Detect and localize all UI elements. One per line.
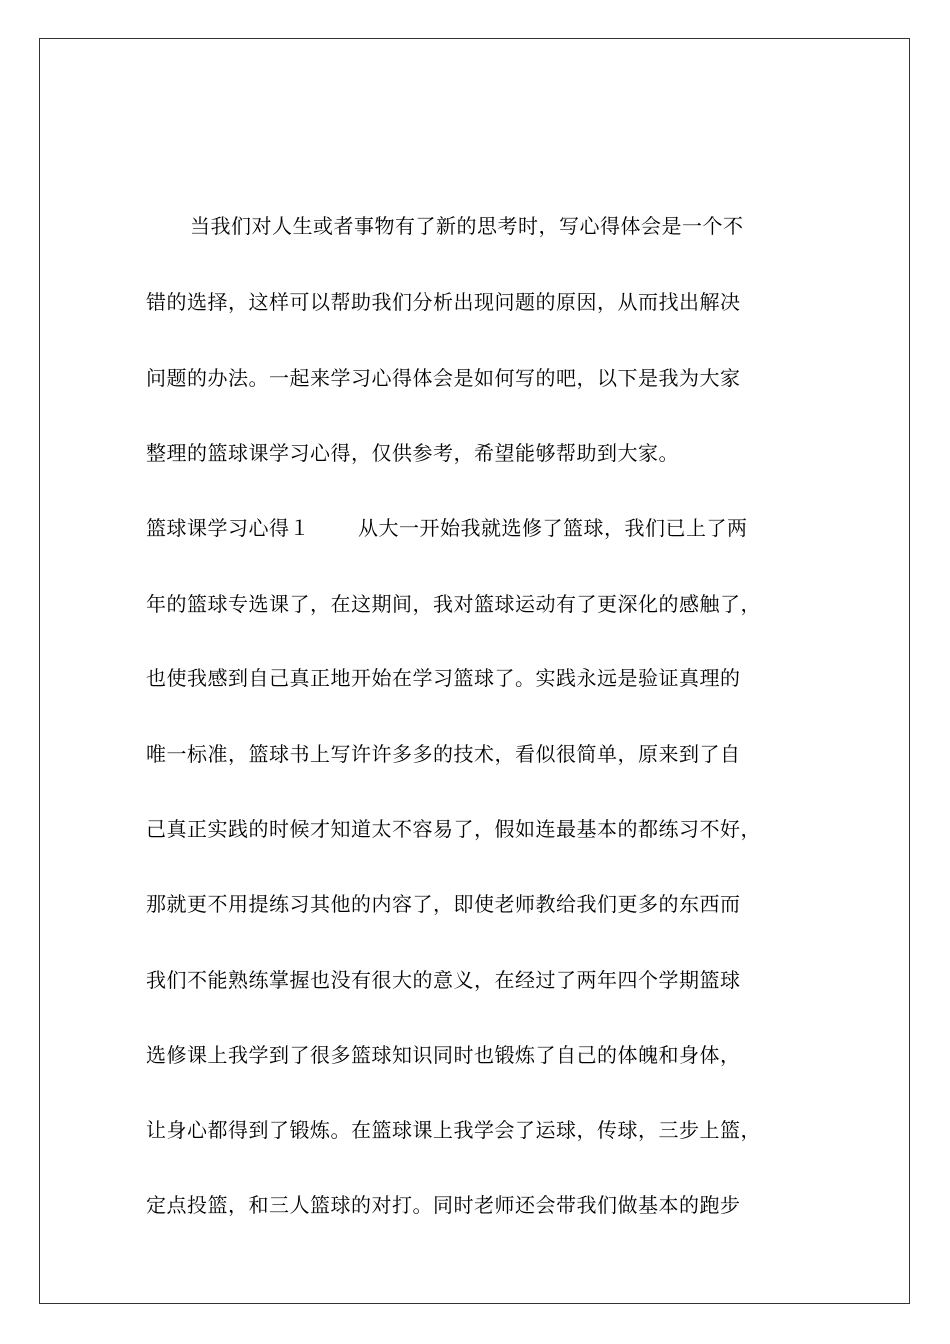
body-line-3: 唯一标准，篮球书上写许许多多的技术，看似很简单，原来到了自 [146,742,741,766]
body-line-5: 那就更不用提练习其他的内容了，即使老师教给我们更多的东西而 [146,892,741,916]
body-line-8: 让身心都得到了锻炼。在篮球课上我学会了运球，传球，三步上篮， [146,1118,761,1142]
body-line-2: 也使我感到自己真正地开始在学习篮球了。实践永远是验证真理的 [146,666,741,690]
body-line-1: 年的篮球专选课了，在这期间，我对篮球运动有了更深化的感触了， [146,592,761,616]
body-line-9: 定点投篮，和三人篮球的对打。同时老师还会带我们做基本的跑步 [146,1193,741,1217]
section-heading-line [146,516,748,540]
intro-line-1: 当我们对人生或者事物有了新的思考时，写心得体会是一个不 [190,214,744,238]
body-line-7: 选修课上我学到了很多篮球知识同时也锻炼了自己的体魄和身体， [146,1043,741,1067]
section-title: 篮球课学习心得１ [146,516,310,540]
section-first-line: 从大一开始我就选修了篮球，我们已上了两 [358,516,748,540]
intro-line-3: 问题的办法。一起来学习心得体会是如何写的吧，以下是我为大家 [146,366,741,390]
body-line-4: 己真正实践的时候才知道太不容易了，假如连最基本的都练习不好， [146,817,761,841]
body-line-6: 我们不能熟练掌握也没有很大的意义，在经过了两年四个学期篮球 [146,968,741,992]
intro-line-2: 错的选择，这样可以帮助我们分析出现问题的原因，从而找出解决 [146,290,741,314]
intro-line-4: 整理的篮球课学习心得，仅供参考，希望能够帮助到大家。 [146,441,679,465]
